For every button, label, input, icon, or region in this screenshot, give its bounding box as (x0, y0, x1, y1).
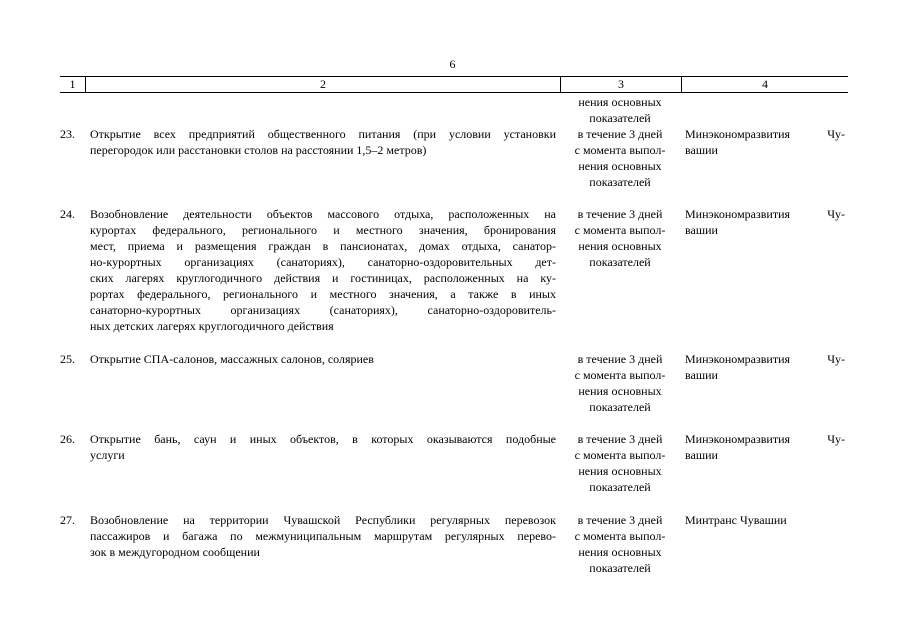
responsible-hyphen: Чу- (827, 432, 845, 446)
term-line: нения основных (578, 239, 662, 253)
term-line: с момента выпол- (574, 368, 666, 382)
row-description (90, 351, 556, 367)
responsible-main: Минтранс Чувашии (685, 513, 787, 527)
responsible-main: Минэкономразвития (685, 352, 791, 366)
row-responsible (685, 351, 845, 383)
row-number: 26. (60, 432, 75, 446)
column-header-1: 1 (69, 77, 76, 91)
description-line: рортах федерального, регионального и местного значения, а также в иных (90, 287, 556, 301)
continuation-line: нения основных (578, 95, 662, 109)
description-line: мест, приема и размещения граждан в пансионатах, домах отдыха, санатор- (90, 239, 556, 253)
page-number: 6 (449, 57, 456, 71)
responsible-rest: вашии (685, 143, 718, 157)
term-line: нения основных (578, 384, 662, 398)
responsible-rest: вашии (685, 223, 718, 237)
term-line: показателей (589, 480, 651, 494)
description-line: услуги (90, 448, 125, 462)
column-header-4: 4 (762, 77, 768, 91)
term-line: с момента выпол- (574, 529, 666, 543)
row-description (90, 431, 556, 463)
responsible-main: Минэкономразвития (685, 127, 791, 141)
term-line: показателей (589, 255, 651, 269)
continuation-term (563, 94, 677, 126)
description-line: Открытие бань, саун и иных объектов, в которых оказываются подобные (90, 432, 556, 446)
description-line: пассажиров и багажа по межмуниципальным маршрутам регулярных перево- (90, 529, 556, 543)
description-line: Открытие СПА-салонов, массажных салонов, соляриев (90, 352, 374, 366)
row-responsible (685, 126, 845, 158)
term-line: нения основных (578, 464, 662, 478)
responsible-rest: вашии (685, 448, 718, 462)
row-term (563, 512, 677, 576)
term-line: показателей (589, 175, 651, 189)
term-line: нения основных (578, 545, 662, 559)
row-description (90, 126, 556, 158)
term-line: с момента выпол- (574, 448, 666, 462)
row-description (90, 512, 556, 560)
description-line: перегородок или расстановки столов на расстоянии 1,5–2 метров) (90, 143, 427, 157)
description-line: санаторно-курортных организациях (санаториях), санаторно-оздоровитель- (90, 303, 556, 317)
term-line: в течение 3 дней (577, 207, 663, 221)
responsible-hyphen: Чу- (827, 352, 845, 366)
row-term (563, 431, 677, 495)
responsible-main: Минэкономразвития (685, 432, 791, 446)
description-line: Возобновление деятельности объектов массового отдыха, расположенных на (90, 207, 556, 221)
row-number: 24. (60, 207, 75, 221)
continuation-line: показателей (589, 111, 651, 125)
term-line: в течение 3 дней (577, 352, 663, 366)
term-line: нения основных (578, 159, 662, 173)
header-bottom-rule (60, 92, 848, 93)
row-description (90, 206, 556, 334)
column-header-2: 2 (320, 77, 326, 91)
term-line: в течение 3 дней (577, 127, 663, 141)
row-term (563, 206, 677, 270)
responsible-hyphen: Чу- (827, 127, 845, 141)
row-number: 25. (60, 352, 75, 366)
description-line: Открытие всех предприятий общественного питания (при условии установки (90, 127, 556, 141)
row-number: 23. (60, 127, 75, 141)
term-line: в течение 3 дней (577, 432, 663, 446)
responsible-rest: вашии (685, 368, 718, 382)
row-number: 27. (60, 513, 75, 527)
description-line: ских лагерях круглогодичного действия и гостиницах, расположенных на ку- (90, 271, 556, 285)
term-line: показателей (589, 400, 651, 414)
description-line: ных детских лагерях круглогодичного действия (90, 319, 334, 333)
description-line: но-курортных организациях (санаториях), санаторно-оздоровительных дет- (90, 255, 556, 269)
term-line: с момента выпол- (574, 143, 666, 157)
term-line: показателей (589, 561, 651, 575)
description-line: Возобновление на территории Чувашской Республики регулярных перевозок (90, 513, 556, 527)
row-responsible (685, 431, 845, 463)
row-responsible (685, 512, 845, 528)
term-line: в течение 3 дней (577, 513, 663, 527)
row-term (563, 126, 677, 190)
row-responsible (685, 206, 845, 238)
column-header-3: 3 (618, 77, 624, 91)
row-term (563, 351, 677, 415)
description-line: зок в междугородном сообщении (90, 545, 260, 559)
description-line: курортах федерального, регионального и местного значения, бронирования (90, 223, 556, 237)
term-line: с момента выпол- (574, 223, 666, 237)
responsible-main: Минэкономразвития (685, 207, 791, 221)
responsible-hyphen: Чу- (827, 207, 845, 221)
